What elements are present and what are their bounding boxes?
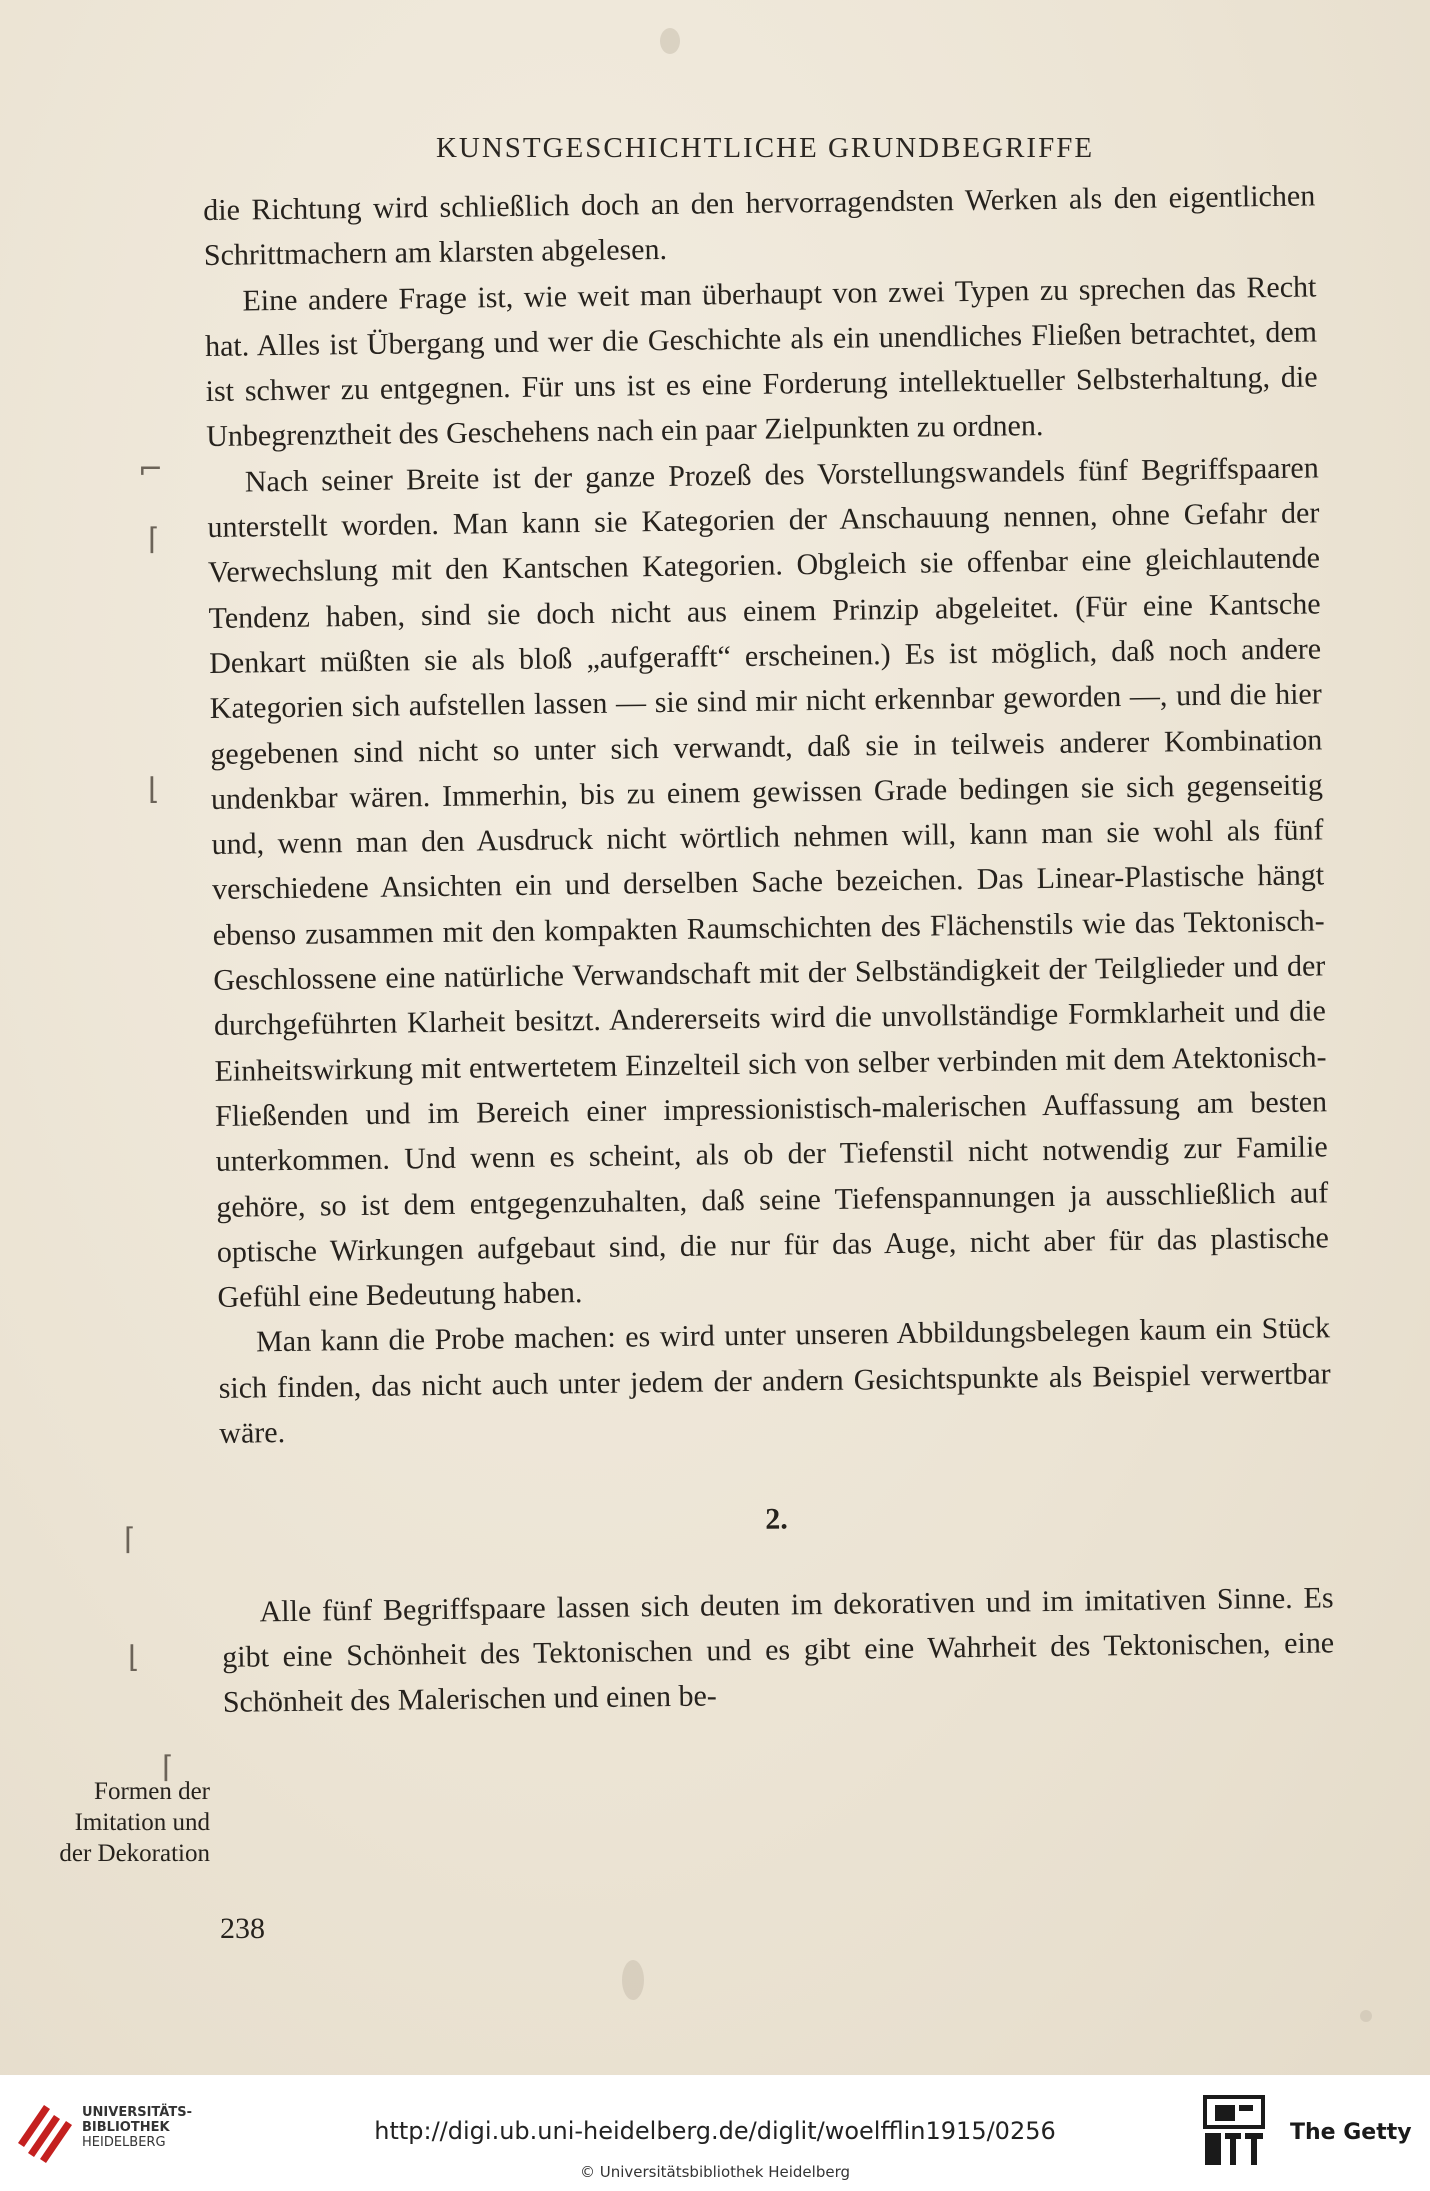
pencil-bracket-icon: ⌊ (128, 1640, 140, 1675)
paragraph: die Richtung wird schließlich doch an den hervorragendsten Werken als den eigentlichen Schrittmachern am klarsten abgelesen. (203, 179, 1316, 273)
university-name-line: BIBLIOTHEK (82, 2120, 170, 2135)
pencil-bracket-icon: ⌊ (148, 772, 160, 807)
margin-note-line: Imitation und (74, 1809, 210, 1836)
partner-name: The Getty (1290, 2120, 1412, 2145)
paper-stain (660, 28, 680, 54)
section-paragraph: Alle fünf Begriffspaare lassen sich deuten im dekorativen und im imitativen Sinne. Es gibt eine Schönheit des Tektonischen und es gibt eine Wahrheit des Tektonischen, eine Schönheit des Malerischen und einen be- (222, 1580, 1335, 1720)
pencil-bracket-icon: ⌈ (124, 1522, 136, 1557)
pencil-bracket-icon: ⌈ (148, 522, 160, 557)
pencil-bracket-icon: ⌈ (162, 1750, 174, 1785)
paragraph: Man kann die Probe machen: es wird unter unseren Abbildungsbelegen kaum ein Stück sich finden, das nicht auch unter jedem der andern Gesichtspunkte als Beispiel verwertbar wäre. (218, 1311, 1331, 1450)
margin-note-line: der Dekoration (59, 1840, 210, 1867)
margin-note-line: Formen der (94, 1778, 210, 1805)
university-name-line: HEIDELBERG (82, 2135, 166, 2150)
paper-stain (1360, 2010, 1372, 2022)
section-number: 2. (765, 1502, 788, 1537)
paper-stain (622, 1960, 644, 2000)
body-text (203, 173, 1335, 1725)
getty-logo-icon (1203, 2095, 1265, 2167)
pencil-mark-icon: ⌐ (138, 452, 164, 487)
paragraph: Eine andere Frage ist, wie weit man überhaupt von zwei Typen zu sprechen das Recht hat. Alles ist Übergang und wer die Geschichte als ein unendliches Fließen betrachtet, dem ist schwer zu entgegnen. Für uns ist es eine Forderung intellektueller Selbsterhaltung, die Unbegrenztheit des Geschehens nach ein paar Zielpunkten zu ordnen. (204, 270, 1318, 454)
paragraph: Nach seiner Breite ist der ganze Prozeß des Vorstellungswandels fünf Begriffspaaren unterstellt worden. Man kann sie Kategorien der Anschauung nennen, ohne Gefahr der Verwechslung mit den Kantschen Kategorien. Obgleich sie offenbar eine gleichlautende Tendenz haben, sind sie doch nicht aus einem Prinzip abgeleitet. (Für eine Kantsche Denkart müßten sie als bloß „aufgerafft“ erscheinen.) Es ist möglich, daß noch andere Kategorien sich aufstellen lassen — sie sind mir nicht erkennbar geworden —, und die hier gegebenen sind nicht so unter sich verwandt, daß sie in teilweis anderer Kombination undenkbar wären. Immerhin, bis zu einem gewissen Grade bedingen sie sich gegenseitig und, wenn man den Ausdruck nicht wörtlich nehmen will, kann man sie wohl als fünf verschiedene Ansichten ein und derselben Sache bezeichen. Das Linear-Plastische hängt ebenso zusammen mit den kompakten Raumschichten des Flächenstils wie das Tektonisch-Geschlossene eine natürliche Verwandschaft mit der Selbständigkeit der Teilglieder und der durchgeführten Klarheit besitzt. Andererseits wird die unvollständige Formklarheit und die Einheitswirkung mit entwertetem Einzelteil sich von selber verbinden mit dem Atektonisch-Fließenden und im Bereich einer impressionistisch-malerischen Auffassung am besten unterkommen. Und wenn es scheint, als ob der Tiefenstil nicht notwendig zur Familie gehöre, so ist dem entgegenzuhalten, daß seine Tiefenspannungen ja ausschließlich auf optische Wirkungen aufgebaut sind, die nur für das Auge, nicht aber für das plastische Gefühl eine Bedeutung haben. (207, 451, 1330, 1315)
permalink-link[interactable]: http://digi.ub.uni-heidelberg.de/diglit/woelfflin1915/0256 (374, 2117, 1056, 2145)
copyright-notice: © Universitätsbibliothek Heidelberg (579, 2163, 850, 2181)
university-name-line: UNIVERSITÄTS- (82, 2105, 192, 2120)
footer (0, 2075, 1430, 2191)
page-number: 238 (220, 1912, 265, 1945)
running-head: KUNSTGESCHICHTLICHE GRUNDBEGRIFFE (435, 132, 1095, 164)
margin-note (20, 1776, 210, 1869)
